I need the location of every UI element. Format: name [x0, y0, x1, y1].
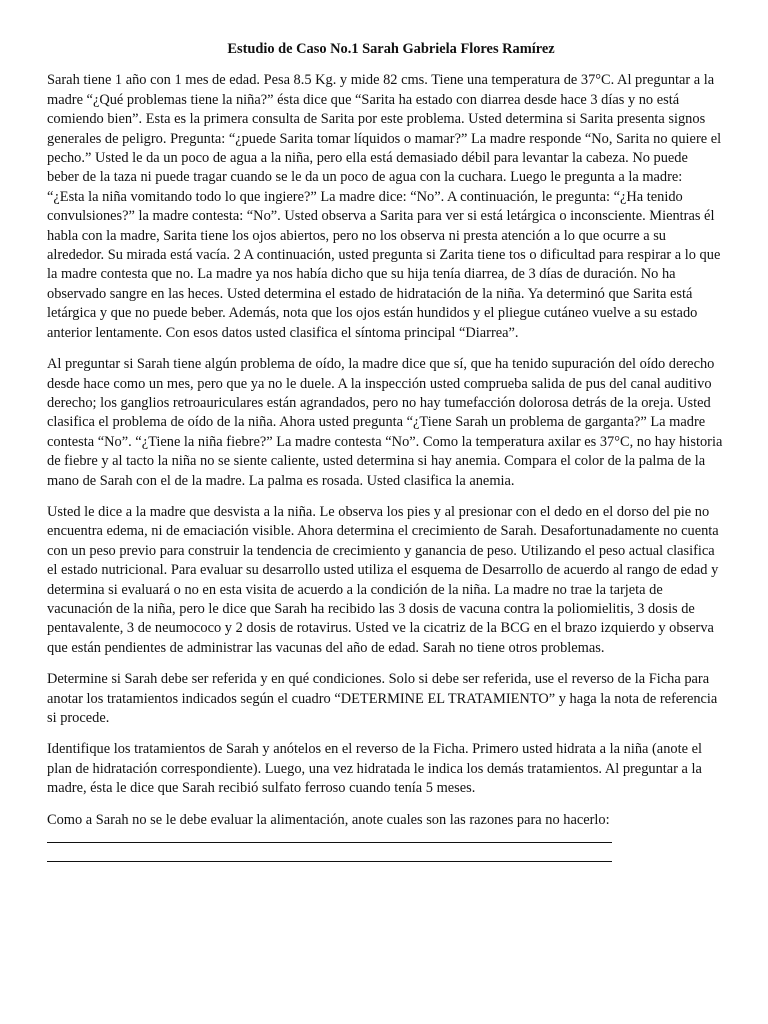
paragraph-treatments: Identifique los tratamientos de Sarah y anótelos en el reverso de la Ficha. Primero usted hidrata a la niña (anote el plan de hidratación correspondiente). Luego, una vez hidratada le indica los demás tratamientos. Al preguntar a la madre, ésta le dice que Sarah recibió sulfato ferroso cuando tenía 5 meses.: [47, 741, 702, 797]
feeding-question-text: Como a Sarah no se le debe evaluar la alimentación, anote cuales son las razones para no hacerlo:: [47, 811, 610, 828]
paragraph-case-diarrhea: Sarah tiene 1 año con 1 mes de edad. Pesa 8.5 Kg. y mide 82 cms. Tiene una temperatura de 37°C. Al preguntar a la madre “¿Qué problemas tiene la niña?” ésta dice que “Sarita ha estado con diarrea desde hace 3 días y no está comiendo bien”. Esta es la primera consulta de Sarita por este problema. Usted determina si Sarita presenta signos generales de peligro. Pregunta: “¿puede Sarita tomar líquidos o mamar?” La madre responde “No, Sarita no quiere el pecho.” Usted le da un poco de agua a la niña, pero ella está demasiado débil para levantar la cabeza. No puede beber de la taza ni puede tragar cuando se le da un poco de agua con la cuchara. Luego le pregunta a la madre: “¿Esta la niña vomitando todo lo que ingiere?” La madre dice: “No”. A continuación, le pregunta: “¿Ha tenido convulsiones?” la madre contesta: “No”. Usted observa a Sarita para ver si está letárgica o inconsciente. Mientras él habla con la madre, Sarita tiene los ojos abiertos, pero no los observa ni presta atención a lo que ocurre a su alrededor. Su mirada está vacía. 2 A continuación, usted pregunta si Zarita tiene tos o dificultad para respirar a lo que la madre contesta que no. La madre ya nos había dicho que su hija tenía diarrea, de 3 días de duración. No ha observado sangre en las heces. Usted determina el estado de hidratación de la niña. Ya determinó que Sarita está letárgica y que no puede beber. Además, nota que los ojos están hundidos y el pliegue cutáneo vuelve a su estado anterior lentamente. Con esos datos usted clasifica el síntoma principal “Diarrea”.: [47, 72, 722, 341]
answer-line-2[interactable]: [47, 843, 612, 862]
paragraph-referral: Determine si Sarah debe ser referida y en qué condiciones. Solo si debe ser referida, use el reverso de la Ficha para anotar los tratamientos indicados según el cuadro “DETERMINE EL TRATAMIENTO” y haga la nota de referencia si procede.: [47, 671, 718, 726]
paragraph-feeding-question: [47, 811, 723, 863]
answer-line-1[interactable]: [47, 830, 612, 843]
document-title: Estudio de Caso No.1 Sarah Gabriela Flores Ramírez: [227, 41, 555, 57]
paragraph-ear-throat-fever-anemia: Al preguntar si Sarah tiene algún problema de oído, la madre dice que sí, que ha tenido supuración del oído derecho desde hace como un mes, pero que ya no le duele. A la inspección usted comprueba salida de pus del canal auditivo derecho; los ganglios retroauriculares están agrandados, pero no hay tumefacción dolorosa detrás de la oreja. Usted clasifica el problema de oído de la niña. Ahora usted pregunta “¿Tiene Sarah un problema de garganta?” La madre contesta “No”. “¿Tiene la niña fiebre?” La madre contesta “No”. Como la temperatura axilar es 37°C, no hay historia de fiebre y al tacto la niña no se siente caliente, usted determina si hay anemia. Compara el color de la palma de la mano de Sarah con el de la madre. La palma es rosada. Usted clasifica la anemia.: [47, 356, 723, 489]
paragraph-nutrition-development-vaccines: Usted le dice a la madre que desvista a la niña. Le observa los pies y al presionar con el dedo en el dorso del pie no encuentra edema, ni de emaciación visible. Ahora determina el crecimiento de Sarah. Desafortunadamente no cuenta con un peso previo para construir la tendencia de crecimiento y ganancia de peso. Utilizando el peso actual clasifica el estado nutricional. Para evaluar su desarrollo usted utiliza el esquema de Desarrollo de acuerdo al rango de edad y determina si evaluará o no en esta visita de acuerdo a la condición de la niña. La madre no trae la tarjeta de vacunación de la niña, pero le dice que Sarah ha recibido las 3 dosis de vacuna contra la poliomielitis, 3 dosis de pentavalente, 3 de neumococo y 2 dosis de rotavirus. Usted ve la cicatriz de la BCG en el brazo izquierdo y observa que están pendientes de administrar las vacunas del año de edad. Sarah no tiene otros problemas.: [47, 503, 719, 656]
document-page: [47, 40, 723, 862]
